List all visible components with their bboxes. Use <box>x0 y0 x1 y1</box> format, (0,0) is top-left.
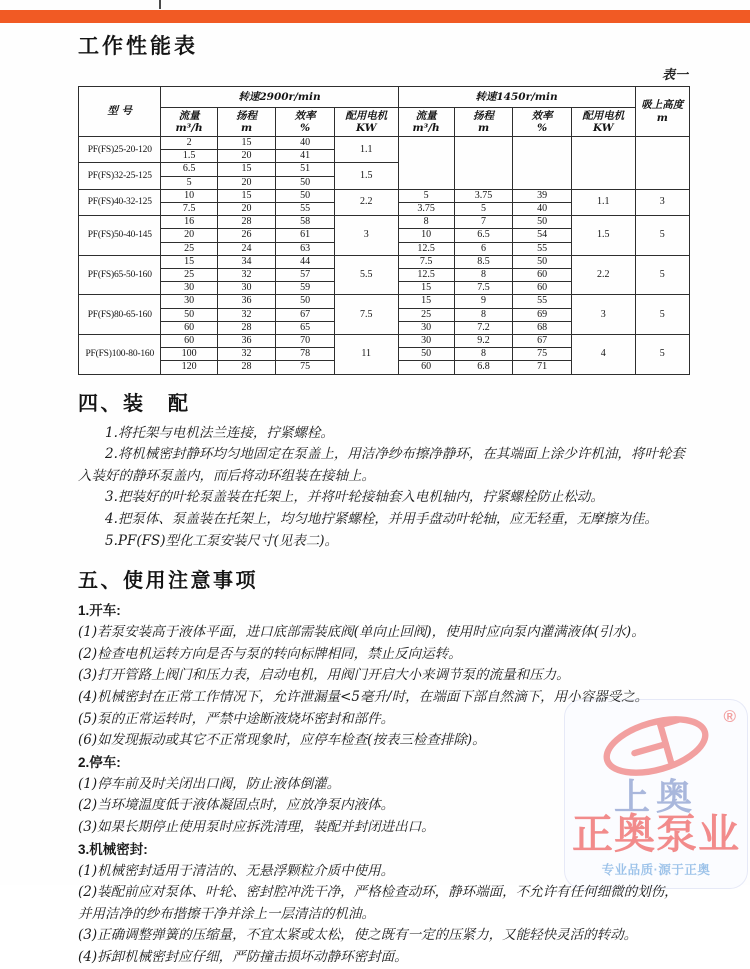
performance-table-body <box>79 137 690 375</box>
efficiency-1450-cell: 54 <box>513 229 572 242</box>
speed-1450-header: 转速1450r/min <box>398 87 635 108</box>
flow-1450-cell: 5 <box>398 189 454 202</box>
assembly-items <box>78 423 690 553</box>
efficiency-header-text: 效率 <box>531 109 553 122</box>
head-1450-header <box>454 108 513 137</box>
efficiency-2900-cell: 44 <box>276 255 335 268</box>
head-2900-cell: 15 <box>217 189 276 202</box>
table-row <box>79 335 690 348</box>
flow-1450-cell: 50 <box>398 348 454 361</box>
motor-1450-cell: 1.1 <box>571 189 635 215</box>
usage-subheading: 2.停车: <box>78 754 121 770</box>
assembly-item: 3.把装好的叶轮泵盖装在托架上，并将叶轮接轴套入电机轴内，拧紧螺栓防止松动。 <box>105 489 604 506</box>
top-orange-bar <box>0 10 750 23</box>
model-cell: PF(FS)80-65-160 <box>79 295 161 335</box>
table-row <box>79 137 690 150</box>
flow-2900-cell: 6.5 <box>161 163 217 176</box>
head-1450-cell: 9 <box>454 295 513 308</box>
efficiency-2900-cell: 70 <box>276 335 335 348</box>
head-1450-cell: 8 <box>454 269 513 282</box>
efficiency-2900-cell: 78 <box>276 348 335 361</box>
head-1450-cell: 5 <box>454 203 513 216</box>
efficiency-2900-cell: 58 <box>276 216 335 229</box>
flow-1450-cell <box>398 137 454 190</box>
head-1450-cell: 3.75 <box>454 189 513 202</box>
flow-2900-cell: 16 <box>161 216 217 229</box>
performance-table-header <box>79 87 690 137</box>
efficiency-1450-cell: 60 <box>513 282 572 295</box>
flow-header-unit: m³/h <box>175 122 203 134</box>
efficiency-2900-cell: 55 <box>276 203 335 216</box>
efficiency-2900-cell: 57 <box>276 269 335 282</box>
head-1450-cell: 7 <box>454 216 513 229</box>
efficiency-header-text: 效率 <box>294 109 316 122</box>
model-cell: PF(FS)65-50-160 <box>79 255 161 295</box>
head-header-unit: m <box>240 122 253 134</box>
head-2900-cell: 20 <box>217 150 276 163</box>
efficiency-1450-cell: 60 <box>513 269 572 282</box>
motor-header-unit: KW <box>592 122 614 134</box>
model-cell: PF(FS)100-80-160 <box>79 335 161 375</box>
efficiency-1450-cell: 71 <box>513 361 572 374</box>
head-1450-cell: 7.5 <box>454 282 513 295</box>
head-header-unit: m <box>477 122 490 134</box>
flow-2900-cell: 30 <box>161 282 217 295</box>
head-1450-cell: 6.8 <box>454 361 513 374</box>
assembly-item: 4.把泵体、泵盖装在托架上，均匀地拧紧螺栓，并用手盘动叶轮轴，应无轻重，无摩擦为佳。 <box>105 511 658 528</box>
flow-2900-cell: 1.5 <box>161 150 217 163</box>
motor-2900-cell: 1.1 <box>334 137 398 163</box>
head-2900-cell: 20 <box>217 176 276 189</box>
head-header-text: 扬程 <box>473 109 495 122</box>
flow-2900-cell: 30 <box>161 295 217 308</box>
usage-item: (4)拆卸机械密封应仔细，严防撞击损坏动静环密封面。 <box>78 948 408 965</box>
flow-2900-cell: 2 <box>161 137 217 150</box>
table-row <box>79 295 690 308</box>
flow-1450-cell: 15 <box>398 282 454 295</box>
motor-1450-cell: 3 <box>571 295 635 335</box>
efficiency-2900-header <box>276 108 335 137</box>
usage-item: (1)若泵安装高于液体平面，进口底部需装底阀(单向止回阀)，使用时应向泵内灌满液体(引水)。 <box>78 624 645 641</box>
assembly-item: 1.将托架与电机法兰连接，拧紧螺栓。 <box>105 424 334 441</box>
usage-item: (5)泵的正常运转时，严禁中途断液烧坏密封和部件。 <box>78 710 395 727</box>
head-1450-cell: 7.2 <box>454 321 513 334</box>
flow-2900-cell: 7.5 <box>161 203 217 216</box>
flow-2900-cell: 10 <box>161 189 217 202</box>
page-content <box>78 30 690 969</box>
head-2900-cell: 28 <box>217 321 276 334</box>
suction-height-cell: 5 <box>635 216 689 256</box>
head-2900-header <box>217 108 276 137</box>
suction-header-unit: m <box>656 111 668 124</box>
usage-section-heading: 五、使用注意事项 <box>78 570 258 593</box>
efficiency-1450-cell: 69 <box>513 308 572 321</box>
motor-1450-header <box>571 108 635 137</box>
model-cell: PF(FS)40-32-125 <box>79 189 161 215</box>
motor-2900-cell: 2.2 <box>334 189 398 215</box>
motor-header-text: 配用电机 <box>582 109 625 122</box>
motor-1450-cell: 1.5 <box>571 216 635 256</box>
head-2900-cell: 32 <box>217 348 276 361</box>
assembly-item: 2.将机械密封静环均匀地固定在泵盖上，用洁净纱布擦净静环，在其端面上涂少许机油，将叶轮套入装好的静环泵盖内，而后将动环组装在接轴上。 <box>78 446 685 484</box>
table-number-label: 表一 <box>661 68 688 83</box>
efficiency-header-unit: % <box>300 122 311 134</box>
page-title: 工作性能表 <box>78 35 198 58</box>
motor-2900-cell: 1.5 <box>334 163 398 189</box>
efficiency-1450-header <box>513 108 572 137</box>
suction-height-cell <box>635 137 689 190</box>
efficiency-header-unit: % <box>537 122 548 134</box>
efficiency-1450-cell: 55 <box>513 295 572 308</box>
flow-2900-cell: 25 <box>161 242 217 255</box>
head-2900-cell: 32 <box>217 308 276 321</box>
efficiency-2900-cell: 50 <box>276 189 335 202</box>
usage-item: (2)检查电机运转方向是否与泵的转向标牌相同，禁止反向运转。 <box>78 645 462 662</box>
flow-1450-cell: 12.5 <box>398 242 454 255</box>
head-2900-cell: 36 <box>217 335 276 348</box>
head-2900-cell: 15 <box>217 137 276 150</box>
efficiency-2900-cell: 40 <box>276 137 335 150</box>
head-2900-cell: 20 <box>217 203 276 216</box>
suction-header-text: 吸上高度 <box>641 99 684 112</box>
motor-header-text: 配用电机 <box>345 109 388 122</box>
flow-1450-cell: 10 <box>398 229 454 242</box>
efficiency-2900-cell: 51 <box>276 163 335 176</box>
table-row <box>79 255 690 268</box>
head-1450-cell: 8.5 <box>454 255 513 268</box>
efficiency-2900-cell: 50 <box>276 176 335 189</box>
motor-1450-cell: 2.2 <box>571 255 635 295</box>
table-row <box>79 189 690 202</box>
efficiency-1450-cell: 75 <box>513 348 572 361</box>
usage-item: (3)如果长期停止使用泵时应拆洗清理，装配并封闭进出口。 <box>78 818 435 835</box>
motor-2900-cell: 3 <box>334 216 398 256</box>
efficiency-1450-cell: 50 <box>513 255 572 268</box>
efficiency-1450-cell: 55 <box>513 242 572 255</box>
efficiency-2900-cell: 65 <box>276 321 335 334</box>
head-2900-cell: 30 <box>217 282 276 295</box>
head-2900-cell: 28 <box>217 361 276 374</box>
head-1450-cell <box>454 137 513 190</box>
usage-item: (1)机械密封适用于清洁的、无悬浮颗粒介质中使用。 <box>78 862 395 879</box>
efficiency-1450-cell: 50 <box>513 216 572 229</box>
motor-2900-header <box>334 108 398 137</box>
motor-1450-cell <box>571 137 635 190</box>
head-1450-cell: 9.2 <box>454 335 513 348</box>
usage-item: (1)停车前及时关闭出口阀，防止液体倒灌。 <box>78 775 341 792</box>
flow-1450-header <box>398 108 454 137</box>
flow-2900-cell: 20 <box>161 229 217 242</box>
flow-2900-cell: 25 <box>161 269 217 282</box>
suction-height-header <box>635 87 689 137</box>
efficiency-2900-cell: 41 <box>276 150 335 163</box>
efficiency-2900-cell: 61 <box>276 229 335 242</box>
suction-height-cell: 5 <box>635 335 689 375</box>
usage-item: (3)打开管路上阀门和压力表，启动电机，用阀门开启大小来调节泵的流量和压力。 <box>78 667 570 684</box>
suction-height-cell: 3 <box>635 189 689 215</box>
usage-item: (2)当环境温度低于液体凝固点时，应放净泵内液体。 <box>78 797 395 814</box>
flow-2900-header <box>161 108 217 137</box>
head-2900-cell: 34 <box>217 255 276 268</box>
efficiency-2900-cell: 63 <box>276 242 335 255</box>
motor-1450-cell: 4 <box>571 335 635 375</box>
watermark-brand-main: 正奥泵业 <box>572 810 740 857</box>
watermark-tagline: 专业品质·源于正奥 <box>601 862 711 877</box>
head-1450-cell: 6.5 <box>454 229 513 242</box>
model-cell: PF(FS)32-25-125 <box>79 163 161 189</box>
motor-2900-cell: 11 <box>334 335 398 375</box>
speed-2900-header: 转速2900r/min <box>161 87 398 108</box>
head-2900-cell: 26 <box>217 229 276 242</box>
usage-item: (2)装配前应对泵体、叶轮、密封腔冲洗干净，严格检查动环，静环端面，不允许有任何细微的划伤，并用洁净的纱布揩擦干净并涂上一层清洁的机油。 <box>78 884 678 922</box>
flow-header-unit: m³/h <box>412 122 440 134</box>
watermark-brand-top: 上奥 <box>613 776 698 817</box>
flow-2900-cell: 50 <box>161 308 217 321</box>
flow-2900-cell: 120 <box>161 361 217 374</box>
flow-1450-cell: 3.75 <box>398 203 454 216</box>
head-2900-cell: 36 <box>217 295 276 308</box>
assembly-item: 5.PF(FS)型化工泵安装尺寸(见表二)。 <box>105 532 339 549</box>
assembly-section-heading: 四、装 配 <box>78 392 191 415</box>
flow-1450-cell: 8 <box>398 216 454 229</box>
flow-2900-cell: 15 <box>161 255 217 268</box>
suction-height-cell: 5 <box>635 295 689 335</box>
usage-subheading: 3.机械密封: <box>78 841 148 857</box>
suction-height-cell: 5 <box>635 255 689 295</box>
efficiency-2900-cell: 50 <box>276 295 335 308</box>
usage-subheading: 1.开车: <box>78 603 121 619</box>
efficiency-1450-cell: 39 <box>513 189 572 202</box>
usage-subsections <box>78 600 690 968</box>
efficiency-2900-cell: 75 <box>276 361 335 374</box>
usage-item: (4)机械密封在正常工作情况下，允许泄漏量<5毫升/时，在端面下部自然滴下，用小容器受之。 <box>78 689 649 705</box>
head-2900-cell: 15 <box>217 163 276 176</box>
model-cell: PF(FS)25-20-120 <box>79 137 161 163</box>
motor-header-unit: KW <box>355 122 377 134</box>
efficiency-1450-cell: 67 <box>513 335 572 348</box>
model-cell: PF(FS)50-40-145 <box>79 216 161 256</box>
head-2900-cell: 32 <box>217 269 276 282</box>
efficiency-1450-cell: 40 <box>513 203 572 216</box>
head-2900-cell: 24 <box>217 242 276 255</box>
head-1450-cell: 8 <box>454 308 513 321</box>
efficiency-1450-cell <box>513 137 572 190</box>
head-1450-cell: 6 <box>454 242 513 255</box>
model-column-header: 型 号 <box>79 87 161 137</box>
usage-item: (6)如发现振动或其它不正常现象时，应停车检查(按表三检查排除)。 <box>78 732 486 749</box>
flow-1450-cell: 7.5 <box>398 255 454 268</box>
flow-2900-cell: 60 <box>161 321 217 334</box>
efficiency-1450-cell: 68 <box>513 321 572 334</box>
top-tick-mark <box>159 0 161 9</box>
flow-2900-cell: 5 <box>161 176 217 189</box>
head-header-text: 扬程 <box>236 109 257 122</box>
flow-1450-cell: 12.5 <box>398 269 454 282</box>
registered-trademark-icon: ® <box>723 707 736 726</box>
flow-1450-cell: 15 <box>398 295 454 308</box>
usage-item: (3)正确调整弹簧的压缩量，不宜太紧或太松，使之既有一定的压紧力，又能轻快灵活的转动。 <box>78 927 638 944</box>
efficiency-2900-cell: 67 <box>276 308 335 321</box>
flow-1450-cell: 30 <box>398 321 454 334</box>
flow-1450-cell: 25 <box>398 308 454 321</box>
flow-2900-cell: 60 <box>161 335 217 348</box>
flow-header-text: 流量 <box>178 109 200 122</box>
performance-table <box>78 86 690 375</box>
flow-header-text: 流量 <box>415 109 437 122</box>
motor-2900-cell: 5.5 <box>334 255 398 295</box>
flow-2900-cell: 100 <box>161 348 217 361</box>
table-row <box>79 216 690 229</box>
flow-1450-cell: 30 <box>398 335 454 348</box>
efficiency-2900-cell: 59 <box>276 282 335 295</box>
flow-1450-cell: 60 <box>398 361 454 374</box>
head-1450-cell: 8 <box>454 348 513 361</box>
motor-2900-cell: 7.5 <box>334 295 398 335</box>
head-2900-cell: 28 <box>217 216 276 229</box>
